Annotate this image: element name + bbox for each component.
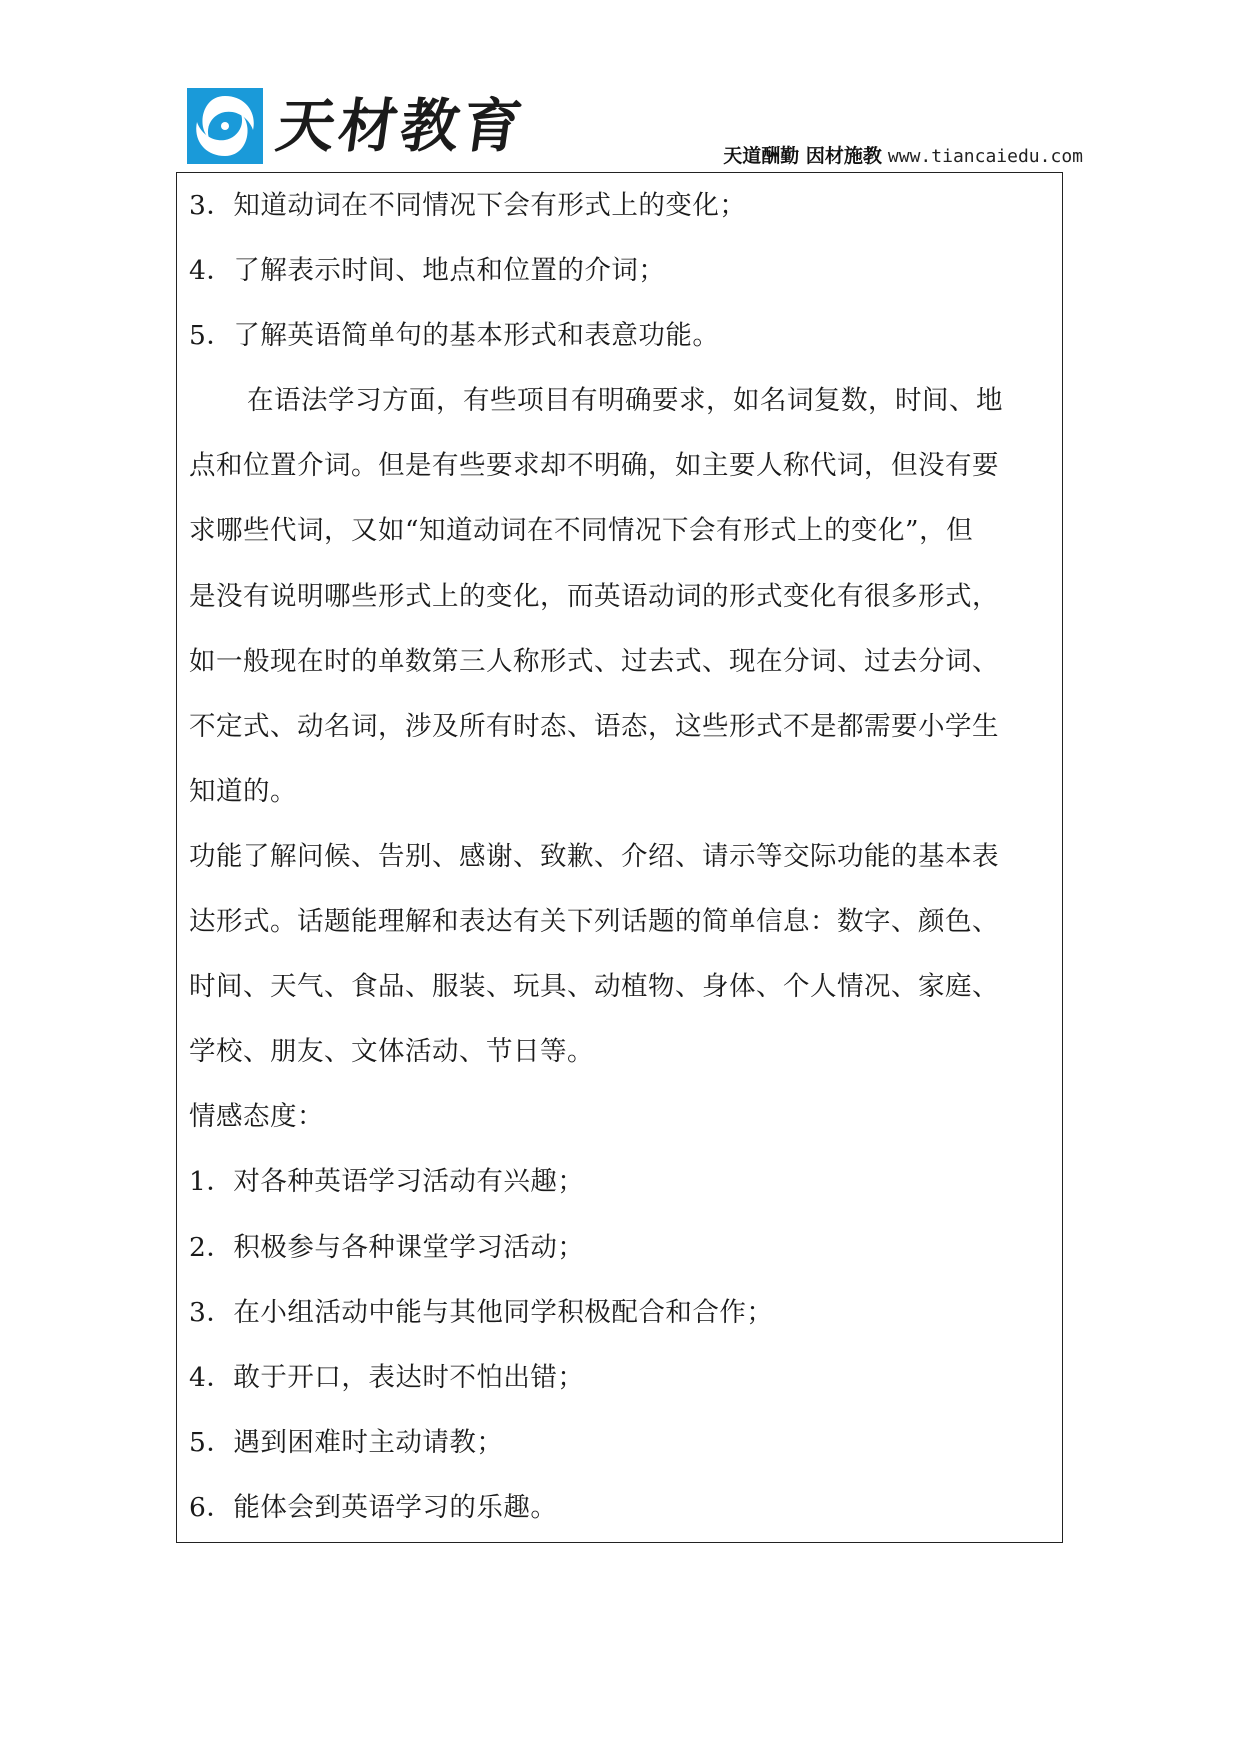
content-box <box>176 172 1063 1543</box>
text-line: 1．对各种英语学习活动有兴趣； <box>189 1166 585 1198</box>
text-line: 2．积极参与各种课堂学习活动； <box>189 1231 585 1263</box>
text-line: 学校、朋友、文体活动、节日等。 <box>189 1036 594 1068</box>
text-line: 是没有说明哪些形式上的变化，而英语动词的形式变化有很多形式， <box>189 580 999 612</box>
text-line: 时间、天气、食品、服装、玩具、动植物、身体、个人情况、家庭、 <box>189 971 999 1003</box>
text-line: 点和位置介词。但是有些要求却不明确，如主要人称代词，但没有要 <box>189 450 999 482</box>
text-line: 如一般现在时的单数第三人称形式、过去式、现在分词、过去分词、 <box>189 645 999 677</box>
logo-wordmark: 天材教育 <box>272 92 530 160</box>
text-line: 5．了解英语简单句的基本形式和表意功能。 <box>189 320 720 352</box>
header-website: www.tiancaiedu.com <box>887 146 1083 167</box>
text-line: 达形式。话题能理解和表达有关下列话题的简单信息：数字、颜色、 <box>189 906 999 938</box>
text-line: 4．了解表示时间、地点和位置的介词； <box>189 255 666 287</box>
text-line: 5．遇到困难时主动请教； <box>189 1426 504 1458</box>
text-line: 不定式、动名词，涉及所有时态、语态，这些形式不是都需要小学生 <box>189 710 999 742</box>
text-line: 3．在小组活动中能与其他同学积极配合和合作； <box>189 1296 774 1328</box>
text-line: 情感态度： <box>189 1101 324 1133</box>
header-motto: 天道酬勤 因材施教 <box>723 145 882 167</box>
logo-icon <box>187 88 263 164</box>
text-line: 3．知道动词在不同情况下会有形式上的变化； <box>189 190 747 221</box>
text-line: 求哪些代词，又如“知道动词在不同情况下会有形式上的变化”，但 <box>189 515 974 547</box>
text-line: 6．能体会到英语学习的乐趣。 <box>189 1491 558 1523</box>
text-line: 功能了解问候、告别、感谢、致歉、介绍、请示等交际功能的基本表 <box>189 840 999 872</box>
text-lines <box>189 173 1059 1540</box>
page-header <box>187 86 1087 178</box>
text-line: 知道的。 <box>189 775 297 807</box>
header-slogan <box>723 144 1083 169</box>
text-line: 4．敢于开口，表达时不怕出错； <box>189 1361 585 1393</box>
text-line: 在语法学习方面，有些项目有明确要求，如名词复数，时间、地 <box>247 385 1003 417</box>
